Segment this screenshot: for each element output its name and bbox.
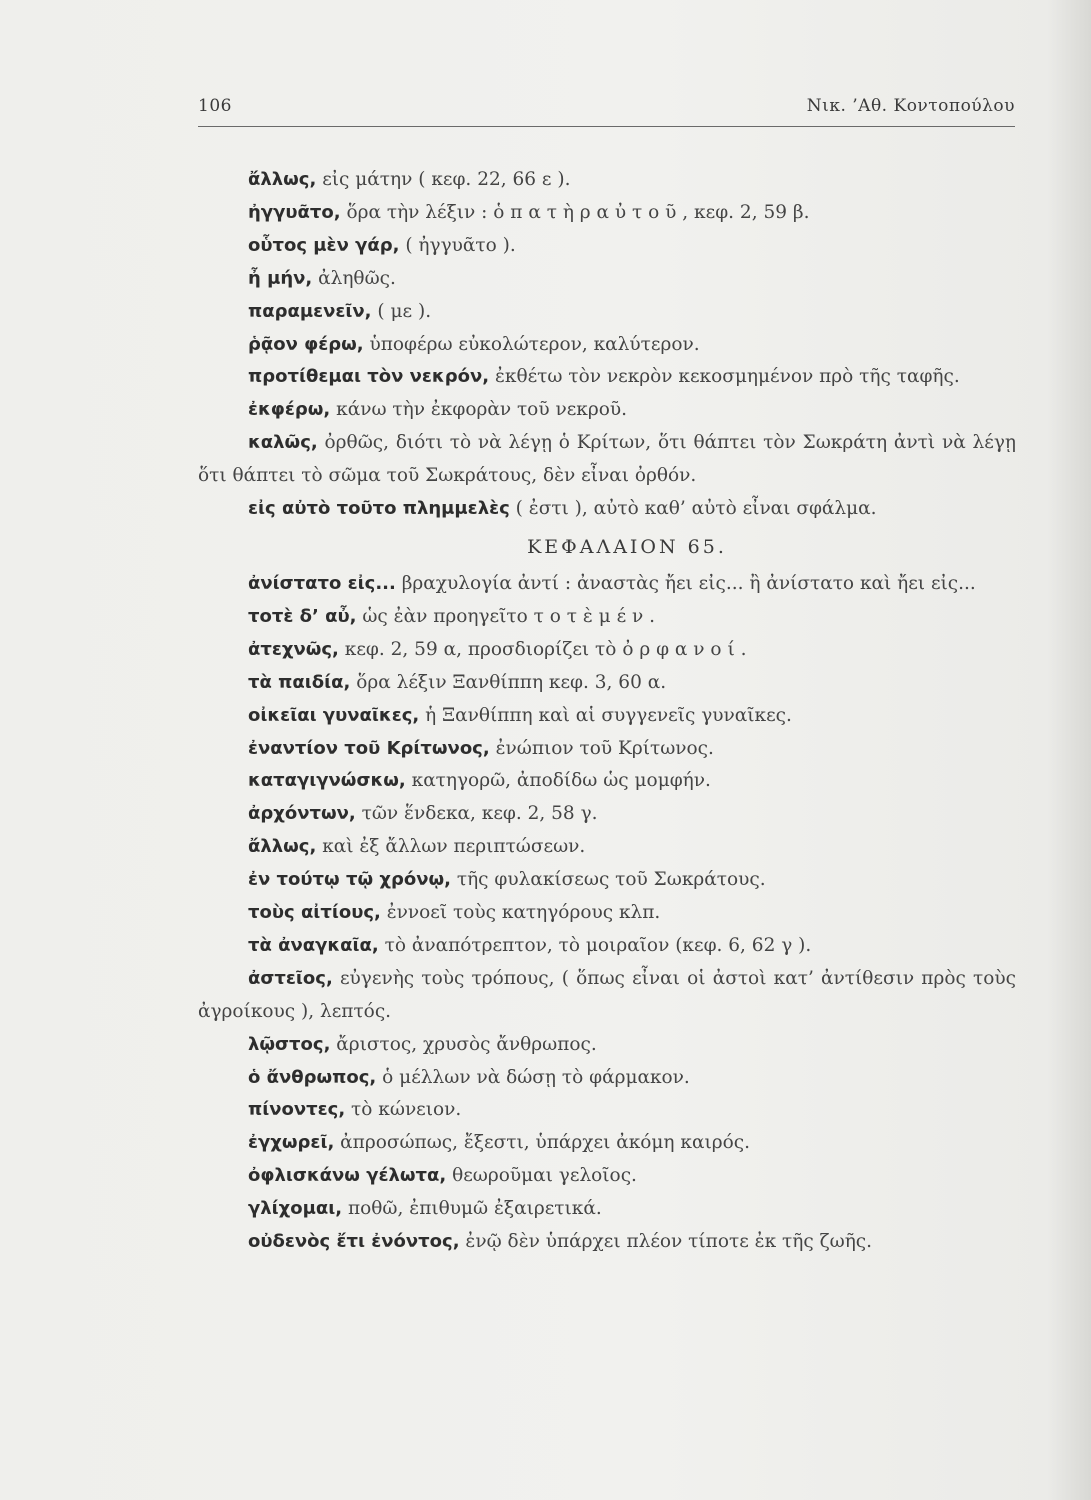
glossary-entry [198,930,1016,963]
entry-term: τὰ ἀναγκαῖα, [248,934,379,956]
entry-term: εἰς αὐτὸ τοῦτο πλημμελὲς [248,498,510,520]
glossary-entry [198,798,1016,831]
entry-gloss: ἐκθέτω τὸν νεκρὸν κεκοσμημένον πρὸ τῆς ταφῆς. [489,366,960,388]
glossary-entry [198,831,1016,864]
entry-term: γλίχομαι, [248,1198,343,1220]
entry-gloss: ἄριστος, χρυσὸς ἄνθρωπος. [330,1033,597,1055]
entry-gloss: ὡς ἐὰν προηγεῖτο τ ο τ ὲ μ έ ν . [356,605,656,627]
entry-gloss: ἐνώπιον τοῦ Κρίτωνος. [489,737,714,759]
entry-gloss: ὑποφέρω εὐκολώτερον, καλύτερον. [363,333,700,355]
entry-term: παραμενεῖν, [248,300,372,322]
glossary-entry [198,263,1016,296]
glossary-entry [198,1127,1016,1160]
entry-term: ἀνίστατο εἰς... [248,572,396,594]
entry-gloss: καὶ ἐξ ἄλλων περιπτώσεων. [316,836,586,858]
glossary-entry [198,1062,1016,1095]
entry-gloss: κεφ. 2, 59 α, προσδιορίζει τὸ ὀ ρ φ α ν ο ί . [338,638,747,660]
entry-term: ἐναντίον τοῦ Κρίτωνος, [248,737,490,759]
glossary-entry [198,667,1016,700]
entry-gloss: τῶν ἕνδεκα, κεφ. 2, 58 γ. [355,803,598,825]
entries-before-chapter [198,164,1016,526]
entry-term: ῥᾷον φέρω, [248,333,364,355]
header-rule [198,126,1015,127]
glossary-entry [198,394,1016,427]
glossary-entry [198,1193,1016,1226]
glossary-entry [198,427,1016,493]
glossary-entry [198,733,1016,766]
running-head: Νικ. ’Αθ. Κοντοπούλου [806,96,1015,116]
entry-gloss: τὸ κώνειον. [345,1099,462,1121]
entry-gloss: ἀληθῶς. [312,267,396,289]
entry-term: τοὺς αἰτίους, [248,902,381,924]
glossary-entry [198,1160,1016,1193]
entry-gloss: τὸ ἀναπότρεπτον, τὸ μοιραῖον (κεφ. 6, 62 γ ). [378,934,812,956]
glossary-entry [198,601,1016,634]
entry-term: ὀφλισκάνω γέλωτα, [248,1165,447,1187]
entry-gloss: εὐγενὴς τοὺς τρόπους, ( ὅπως εἶναι οἱ ἀστοὶ κατ’ ἀντίθεσιν πρὸς τοὺς ἀγροίκους ), λεπτός. [198,967,1016,1022]
glossary-entry [198,296,1016,329]
entry-term: ὁ ἄνθρωπος, [248,1066,377,1088]
entry-gloss: ἐννοεῖ τοὺς κατηγόρους κλπ. [380,902,661,924]
entry-gloss: ( με ). [371,300,432,322]
entry-term: τὰ παιδία, [248,671,351,693]
entry-gloss: ὁ μέλλων νὰ δώσῃ τὸ φάρμακον. [376,1066,690,1088]
glossary-entry [198,197,1016,230]
glossary-entry [198,963,1016,1029]
entries-after-chapter [198,568,1016,1259]
glossary-entry [198,1226,1016,1259]
entry-gloss: ποθῶ, ἐπιθυμῶ ἐξαιρετικά. [342,1198,602,1220]
entry-gloss: κατηγορῶ, ἀποδίδω ὡς μομφήν. [405,770,711,792]
glossary-entry [198,634,1016,667]
entry-term: ἄλλως, [248,169,317,190]
entry-term: πίνοντες, [248,1099,346,1121]
glossary-entry [198,230,1016,263]
entry-term: ἦ μήν, [248,267,313,289]
entry-term: καταγιγνώσκω, [248,770,406,792]
entry-gloss: ἡ Ξανθίππη καὶ αἱ συγγενεῖς γυναῖκες. [419,704,792,726]
glossary-entry [198,361,1016,394]
entry-term: ἀτεχνῶς, [248,638,339,660]
entry-gloss: ὅρα τὴν λέξιν : ὁ π α τ ὴ ρ α ὐ τ ο ῦ , κεφ. 2, 59 β. [340,201,810,223]
glossary-entry [198,164,1016,197]
glossary-entry [198,329,1016,362]
entry-gloss: εἰς μάτην ( κεφ. 22, 66 ε ). [316,169,571,190]
entry-gloss: ἀπροσώπως, ἔξεστι, ὑπάρχει ἀκόμη καιρός. [334,1132,750,1154]
glossary-entry [198,568,1016,601]
glossary-entry [198,864,1016,897]
entry-term: τοτὲ δ’ αὖ, [248,605,357,627]
entry-term: ἐκφέρω, [248,399,331,421]
entry-gloss: ἐνῷ δὲν ὑπάρχει πλέον τίποτε ἐκ τῆς ζωῆς. [459,1231,873,1253]
entry-gloss: ( ἐστι ), αὐτὸ καθ’ αὐτὸ εἶναι σφάλμα. [509,498,877,520]
glossary-entry [198,1094,1016,1127]
entry-term: προτίθεμαι τὸν νεκρόν, [248,366,490,388]
glossary-entry [198,897,1016,930]
entry-term: καλῶς, [248,432,318,454]
entry-term: ἠγγυᾶτο, [248,201,341,223]
chapter-heading: ΚΕΦΑΛΑΙΟΝ 65. [527,535,727,558]
glossary-content [198,164,1016,1259]
entry-gloss: ( ἠγγυᾶτο ). [399,234,516,256]
entry-term: λῷστος, [248,1033,331,1055]
entry-gloss: κάνω τὴν ἐκφορὰν τοῦ νεκροῦ. [330,399,627,421]
entry-gloss: θεωροῦμαι γελοῖος. [446,1165,637,1187]
glossary-entry [198,1029,1016,1062]
entry-gloss: ὀρθῶς, διότι τὸ νὰ λέγῃ ὁ Κρίτων, ὅτι θάπτει τὸν Σωκράτη ἀντὶ νὰ λέγῃ ὅτι θάπτει τὸ σῶμα τοῦ Σωκράτους, δὲν εἶναι ὀρθόν. [198,432,1016,487]
glossary-entry [198,493,1016,526]
entry-term: οἰκεῖαι γυναῖκες, [248,704,420,726]
entry-term: ἐν τούτῳ τῷ χρόνῳ, [248,869,451,891]
entry-term: οὐδενὸς ἔτι ἐνόντος, [248,1231,460,1253]
entry-term: ἀστεῖος, [248,967,333,989]
entry-term: οὗτος μὲν γάρ, [248,234,400,256]
entry-gloss: βραχυλογία ἀντί : ἀναστὰς ἤει εἰς... ἢ ἀνίστατο καὶ ἤει εἰς... [395,572,976,594]
glossary-entry [198,700,1016,733]
entry-gloss: τῆς φυλακίσεως τοῦ Σωκράτους. [450,869,766,891]
page-header [198,96,1015,126]
page-number: 106 [198,96,232,116]
entry-term: ἐγχωρεῖ, [248,1132,335,1154]
entry-term: ἄλλως, [248,836,317,858]
entry-gloss: ὅρα λέξιν Ξανθίππη κεφ. 3, 60 α. [350,671,667,693]
glossary-entry [198,765,1016,798]
entry-term: ἀρχόντων, [248,803,356,825]
